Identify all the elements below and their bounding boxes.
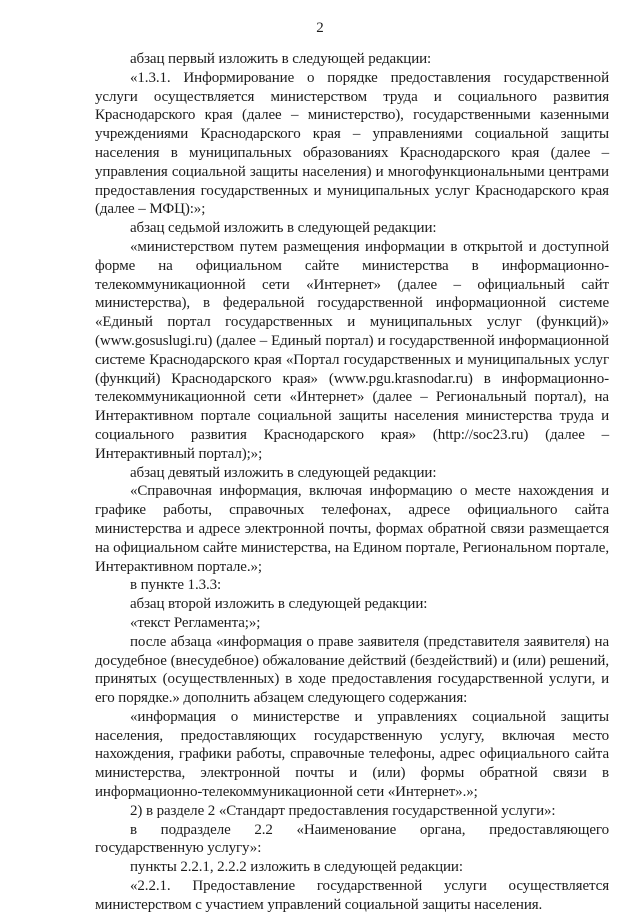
paragraph: «информация о министерстве и управлениях социальной защиты населения, предоставляющих государственную услугу, включая место нахождения, графики работы, справочные телефоны, адрес официального сайта министерства, электронной почты и (или) формы обратной связи в информационно-телекоммуникационной сети «Интернет».»; — [95, 708, 609, 801]
paragraph: «министерством путем размещения информации в открытой и доступной форме на официальном сайте министерства в информационно-телекоммуникационной сети «Интернет» (далее – официальный сайт министерства), в федеральной государственной информационной системе «Единый портал государственных и муниципальных услуг (функций)» (www.gosuslugi.ru) (далее – Единый портал) и государственной информационной системе Краснодарского края «Портал государственных и муниципальных услуг (функций) Краснодарского края» (www.pgu.krasnodar.ru) в информационно-телекоммуникационной сети «Интернет» (далее – Региональный портал), на Интерактивном портале социальной защиты населения министерства труда и социального развития Краснодарского края» (http://soc23.ru) (далее – Интерактивный портал);»; — [95, 238, 609, 462]
paragraph: «текст Регламента;»; — [130, 614, 261, 631]
paragraph: абзац девятый изложить в следующей редакции: — [130, 464, 437, 481]
paragraph: абзац второй изложить в следующей редакции: — [130, 596, 428, 613]
paragraph: после абзаца «информация о праве заявителя (представителя заявителя) на досудебное (внесудебное) обжалование действий (бездействий) и (или) решений, принятых (осуществленных) в ходе предоставления государственной услуги, и его порядке.» дополнить абзацем следующего содержания: — [95, 633, 609, 707]
paragraph: «2.2.1. Предоставление государственной услуги осуществляется министерством с участием управлений социальной защиты населения. — [95, 878, 609, 913]
paragraph: в подразделе 2.2 «Наименование органа, предоставляющего государственную услугу»: — [95, 821, 609, 857]
paragraph: пункты 2.2.1, 2.2.2 изложить в следующей редакции: — [130, 859, 463, 876]
paragraph: абзац первый изложить в следующей редакции: — [130, 51, 432, 67]
paragraph: «1.3.1. Информирование о порядке предоставления государственной услуги осуществляется министерством труда и социального развития Краснодарского края (далее – министерство), государственными казенными учреждениями Краснодарского края – управлениями социальной защиты населения в муниципальных образованиях Краснодарского края (далее – управления социальной защиты населения) и многофункциональными центрами предоставления государственных и муниципальных услуг Краснодарского края (далее – МФЦ):»; — [95, 69, 609, 218]
page-number: 2 — [316, 20, 324, 36]
paragraph: «Справочная информация, включая информацию о месте нахождения и графике работы, справочных телефонах, адресе официального сайта министерства и адресе электронной почты, формах обратной связи размещается на официальном сайте министерства, на Едином портале, Региональном портале, Интерактивном портале.»; — [95, 483, 609, 575]
document-body — [95, 50, 609, 915]
paragraph: в пункте 1.3.3: — [130, 577, 222, 594]
paragraph: абзац седьмой изложить в следующей редакции: — [130, 220, 437, 237]
paragraph: 2) в разделе 2 «Стандарт предоставления государственной услуги»: — [130, 802, 556, 819]
